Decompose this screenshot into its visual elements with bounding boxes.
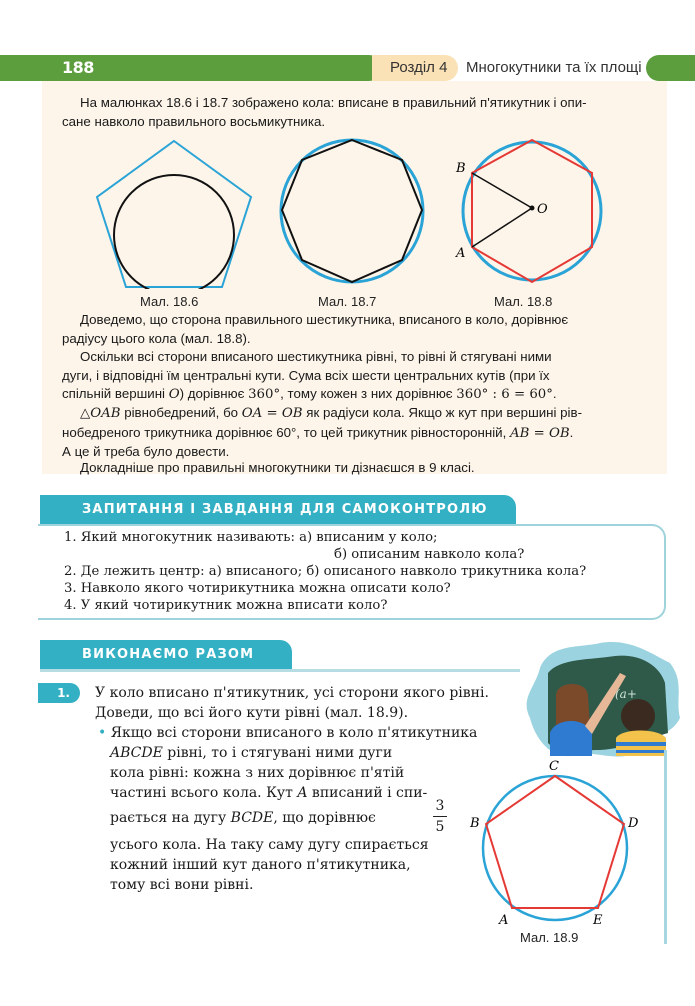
text-line: На малюнках 18.6 і 18.7 зображено кола: вписане в правильний п'ятикутник і опи- (80, 95, 587, 110)
solution-line-3: кола рівні: кожна з них дорівнює п'ятій (110, 765, 405, 781)
fraction-three-fifths (433, 797, 447, 836)
solution-line-8: тому всі вони рівні. (110, 877, 254, 893)
label-a: A (456, 246, 466, 261)
proof-paragraph-2 (62, 348, 652, 405)
math-triangle: △OAB (80, 406, 121, 421)
heading-rule (40, 669, 520, 672)
solution-line-6: усього кола. На таку саму дугу спирається (110, 837, 429, 853)
question-1b: б) описаним навколо кола? (334, 547, 525, 562)
proof-paragraph-1 (62, 311, 652, 348)
chapter-title: Многокутники та їх площі (466, 59, 642, 76)
solution-line-1 (98, 723, 477, 743)
figure-caption: Мал. 18.8 (494, 294, 553, 309)
text-span: рівнобедрений, бо (120, 405, 242, 420)
section-side-rule (664, 750, 667, 944)
text-span: рівні, то і стягувані ними дуги (162, 745, 393, 761)
math-bcde: BCDE (230, 810, 274, 826)
svg-text:(a+: (a+ (615, 687, 637, 701)
solution-line-4 (110, 783, 427, 803)
math-eq: OA = OB (241, 406, 303, 421)
solution-line-7: кожний інший кут даного п'ятикутника, (110, 857, 411, 873)
text-span: як радіуси кола. Якщо ж кут при вершині рів- (302, 405, 582, 420)
figure-caption: Мал. 18.6 (140, 294, 199, 309)
figure-18-8-hexagon-circle (442, 137, 612, 285)
text-line: Доведемо, що сторона правильного шестикутника, вписаного в коло, дорівнює (80, 312, 569, 327)
figure-18-9-pentagon-circle (465, 752, 645, 927)
solution-line-5 (110, 808, 376, 828)
text-line: сане навколо правильного восьмикутника. (62, 113, 326, 129)
text-span: вписаний і спи- (307, 785, 428, 801)
text-span: . (552, 386, 557, 402)
math-o: O (168, 387, 180, 403)
bullet-icon: • (98, 725, 107, 741)
do-together-heading: ВИКОНАЄМО РАЗОМ (40, 640, 292, 670)
math-360: 360° (248, 387, 281, 403)
text-line: Докладніше про правильні многокутники ти дізнаєшся в 9 класі. (80, 460, 475, 475)
fraction-numerator: 3 (435, 798, 445, 814)
figure-18-7-octagon-circumcircle (277, 137, 427, 285)
text-span: нобедреного трикутника дорівнює 60°, то цей трикутник рівносторонній, (62, 424, 510, 440)
question-2: 2. Де лежить центр: а) вписаного; б) описаного навколо трикутника кола? (64, 564, 587, 579)
label-o: O (537, 202, 548, 217)
text-line: дуги, і відповідні їм центральні кути. Сума всіх шести центральних кутів (при їх (62, 367, 550, 383)
students-at-blackboard-photo (520, 638, 680, 758)
text-line: радіусу цього кола (мал. 18.8). (62, 330, 251, 346)
proof-paragraph-3 (62, 404, 652, 462)
figure-18-6-pentagon-incircle (94, 139, 254, 289)
text-span: . (569, 424, 574, 440)
text-span: спільній вершині (62, 386, 169, 402)
fraction-bar (433, 816, 447, 817)
label-c: C (549, 759, 559, 774)
label-d: D (628, 816, 639, 831)
text-span: частині всього кола. Кут (110, 785, 298, 801)
question-4: 4. У який чотирикутник можна вписати коло? (64, 598, 388, 613)
figure-caption: Мал. 18.9 (520, 930, 579, 945)
question-3: 3. Навколо якого чотирикутника можна описати коло? (64, 581, 451, 596)
intro-paragraph (62, 94, 652, 131)
solution-line-2 (110, 743, 392, 763)
label-a: A (499, 913, 509, 927)
fraction-denominator: 5 (435, 819, 445, 835)
math-a: A (297, 785, 308, 801)
text-span: , що дорівнює (273, 810, 376, 826)
math-calc: 360° : 6 = 60° (456, 387, 553, 403)
text-span: Якщо всі сторони вписаного в коло п'ятикутника (106, 725, 478, 741)
chapter-label: Розділ 4 (372, 55, 458, 81)
text-line: Оскільки всі сторони вписаного шестикутника рівні, то рівні й стягувані ними (80, 349, 552, 364)
self-control-heading: ЗАПИТАННЯ І ЗАВДАННЯ ДЛЯ САМОКОНТРОЛЮ (40, 495, 516, 525)
text-line: А це й треба було довести. (62, 444, 230, 460)
text-span: , тому кожен з них дорівнює (280, 386, 457, 402)
task-line-1: У коло вписано п'ятикутник, усі сторони якого рівні. (95, 685, 489, 701)
label-b: B (470, 816, 480, 831)
page-number: 188 (62, 58, 94, 77)
task-line-2: Доведи, що всі його кути рівні (мал. 18.9). (95, 705, 409, 721)
math-eq: AB = OB (509, 425, 570, 441)
task-number-badge: 1. (38, 683, 80, 703)
note-paragraph (62, 459, 652, 478)
theory-box (42, 81, 667, 474)
label-e: E (593, 913, 603, 927)
figure-caption: Мал. 18.7 (318, 294, 377, 309)
header-bar-right (646, 55, 695, 81)
text-span: ) дорівнює (179, 386, 249, 402)
header-bar-left (0, 55, 382, 81)
question-1: 1. Який многокутник називають: а) вписаним у коло; (64, 530, 438, 545)
math-abcde: ABCDE (110, 745, 163, 761)
label-b: B (456, 161, 466, 176)
text-span: рається на дугу (110, 810, 231, 826)
